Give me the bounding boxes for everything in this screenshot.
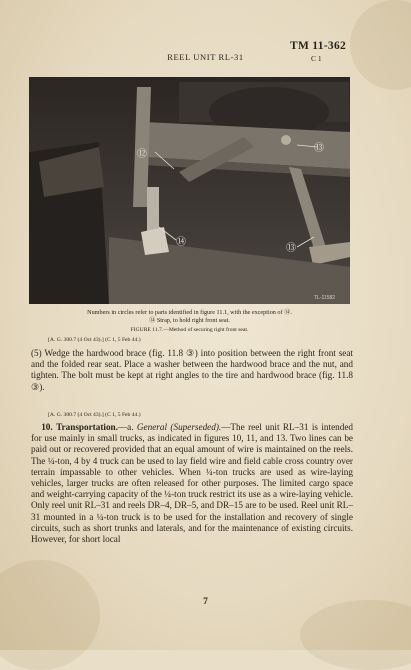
paper-stain [0,560,100,670]
paper-stain [350,0,411,90]
callout-12: ⑫ [137,149,147,160]
subsection-title: General (Superseded). [136,422,222,432]
figure-caption-note [29,309,350,325]
truck-seat-photo [29,77,350,304]
callout-13b: ⑬ [286,243,296,254]
reference-citation-2: [A. G. 300.7 (4 Oct 43).] (C 1, 5 Feb 44.) [48,412,141,418]
page-number: 7 [203,597,208,607]
paper-stain [300,600,411,670]
callout-13: ⑬ [314,143,324,154]
technical-manual-number: TM 11-362 [290,40,347,52]
figure-photograph [29,77,350,304]
photo-corner-mark: TL-11582 [314,295,336,301]
paragraph-5: (5) Wedge the hardwood brace (fig. 11.8 ③) into position between the right front seat and the folded rear seat. Place a washer between the hardwood brace and the nut, and tighten. The bolt must be kept at right angles to the tire and hardwood brace (fig. 11.8 ③). [31,348,353,392]
section-body: —The reel unit RL–31 is intended for use mainly in small trucks, as indicated in figures 10, 11, and 13. Two lines can be paid out or recovered provided that an equal amount of wire is maintained on the reels. The ¼-ton, 4 by 4 truck can be used to lay field wire and field cable cross country over terrain impassable to other vehicles. When ¼-ton trucks are used as wire-laying vehicles, larger trucks are often released for other purposes. The limited cargo space and weight-carrying capacity of the ¼-ton truck restrict its use as a wire-laying vehicle. Only reel unit RL–31 and reels DR–4, DR–5, and DR–15 are to be used. Reel unit RL–31 mounted in a ¼-ton truck is to be used for the installation and recovery of single circuits, such as short trunks and laterals, and for the maintenance of existing circuits. However, for short local [31,422,354,545]
callout-14: ⑭ [176,237,186,248]
paragraph-10 [31,422,353,545]
running-title: REEL UNIT RL-31 [167,52,244,62]
figure-title: FIGURE 11.7.—Method of securing right front seat. [130,327,249,333]
change-number: C 1 [311,54,322,63]
section-heading: Transportation. [56,422,118,432]
reference-citation: [A. G. 300.7 (4 Oct 43).] (C 1, 5 Feb 44.) [48,337,141,343]
caption-line-1: Numbers in circles refer to parts identified in figure 11.1, with the exception of ⑭. [87,309,292,316]
section-number: 10. [41,422,53,432]
subsection-label: —a. [117,422,137,432]
caption-line-2: ⑭ Strap, to hold right front seat. [149,317,230,324]
